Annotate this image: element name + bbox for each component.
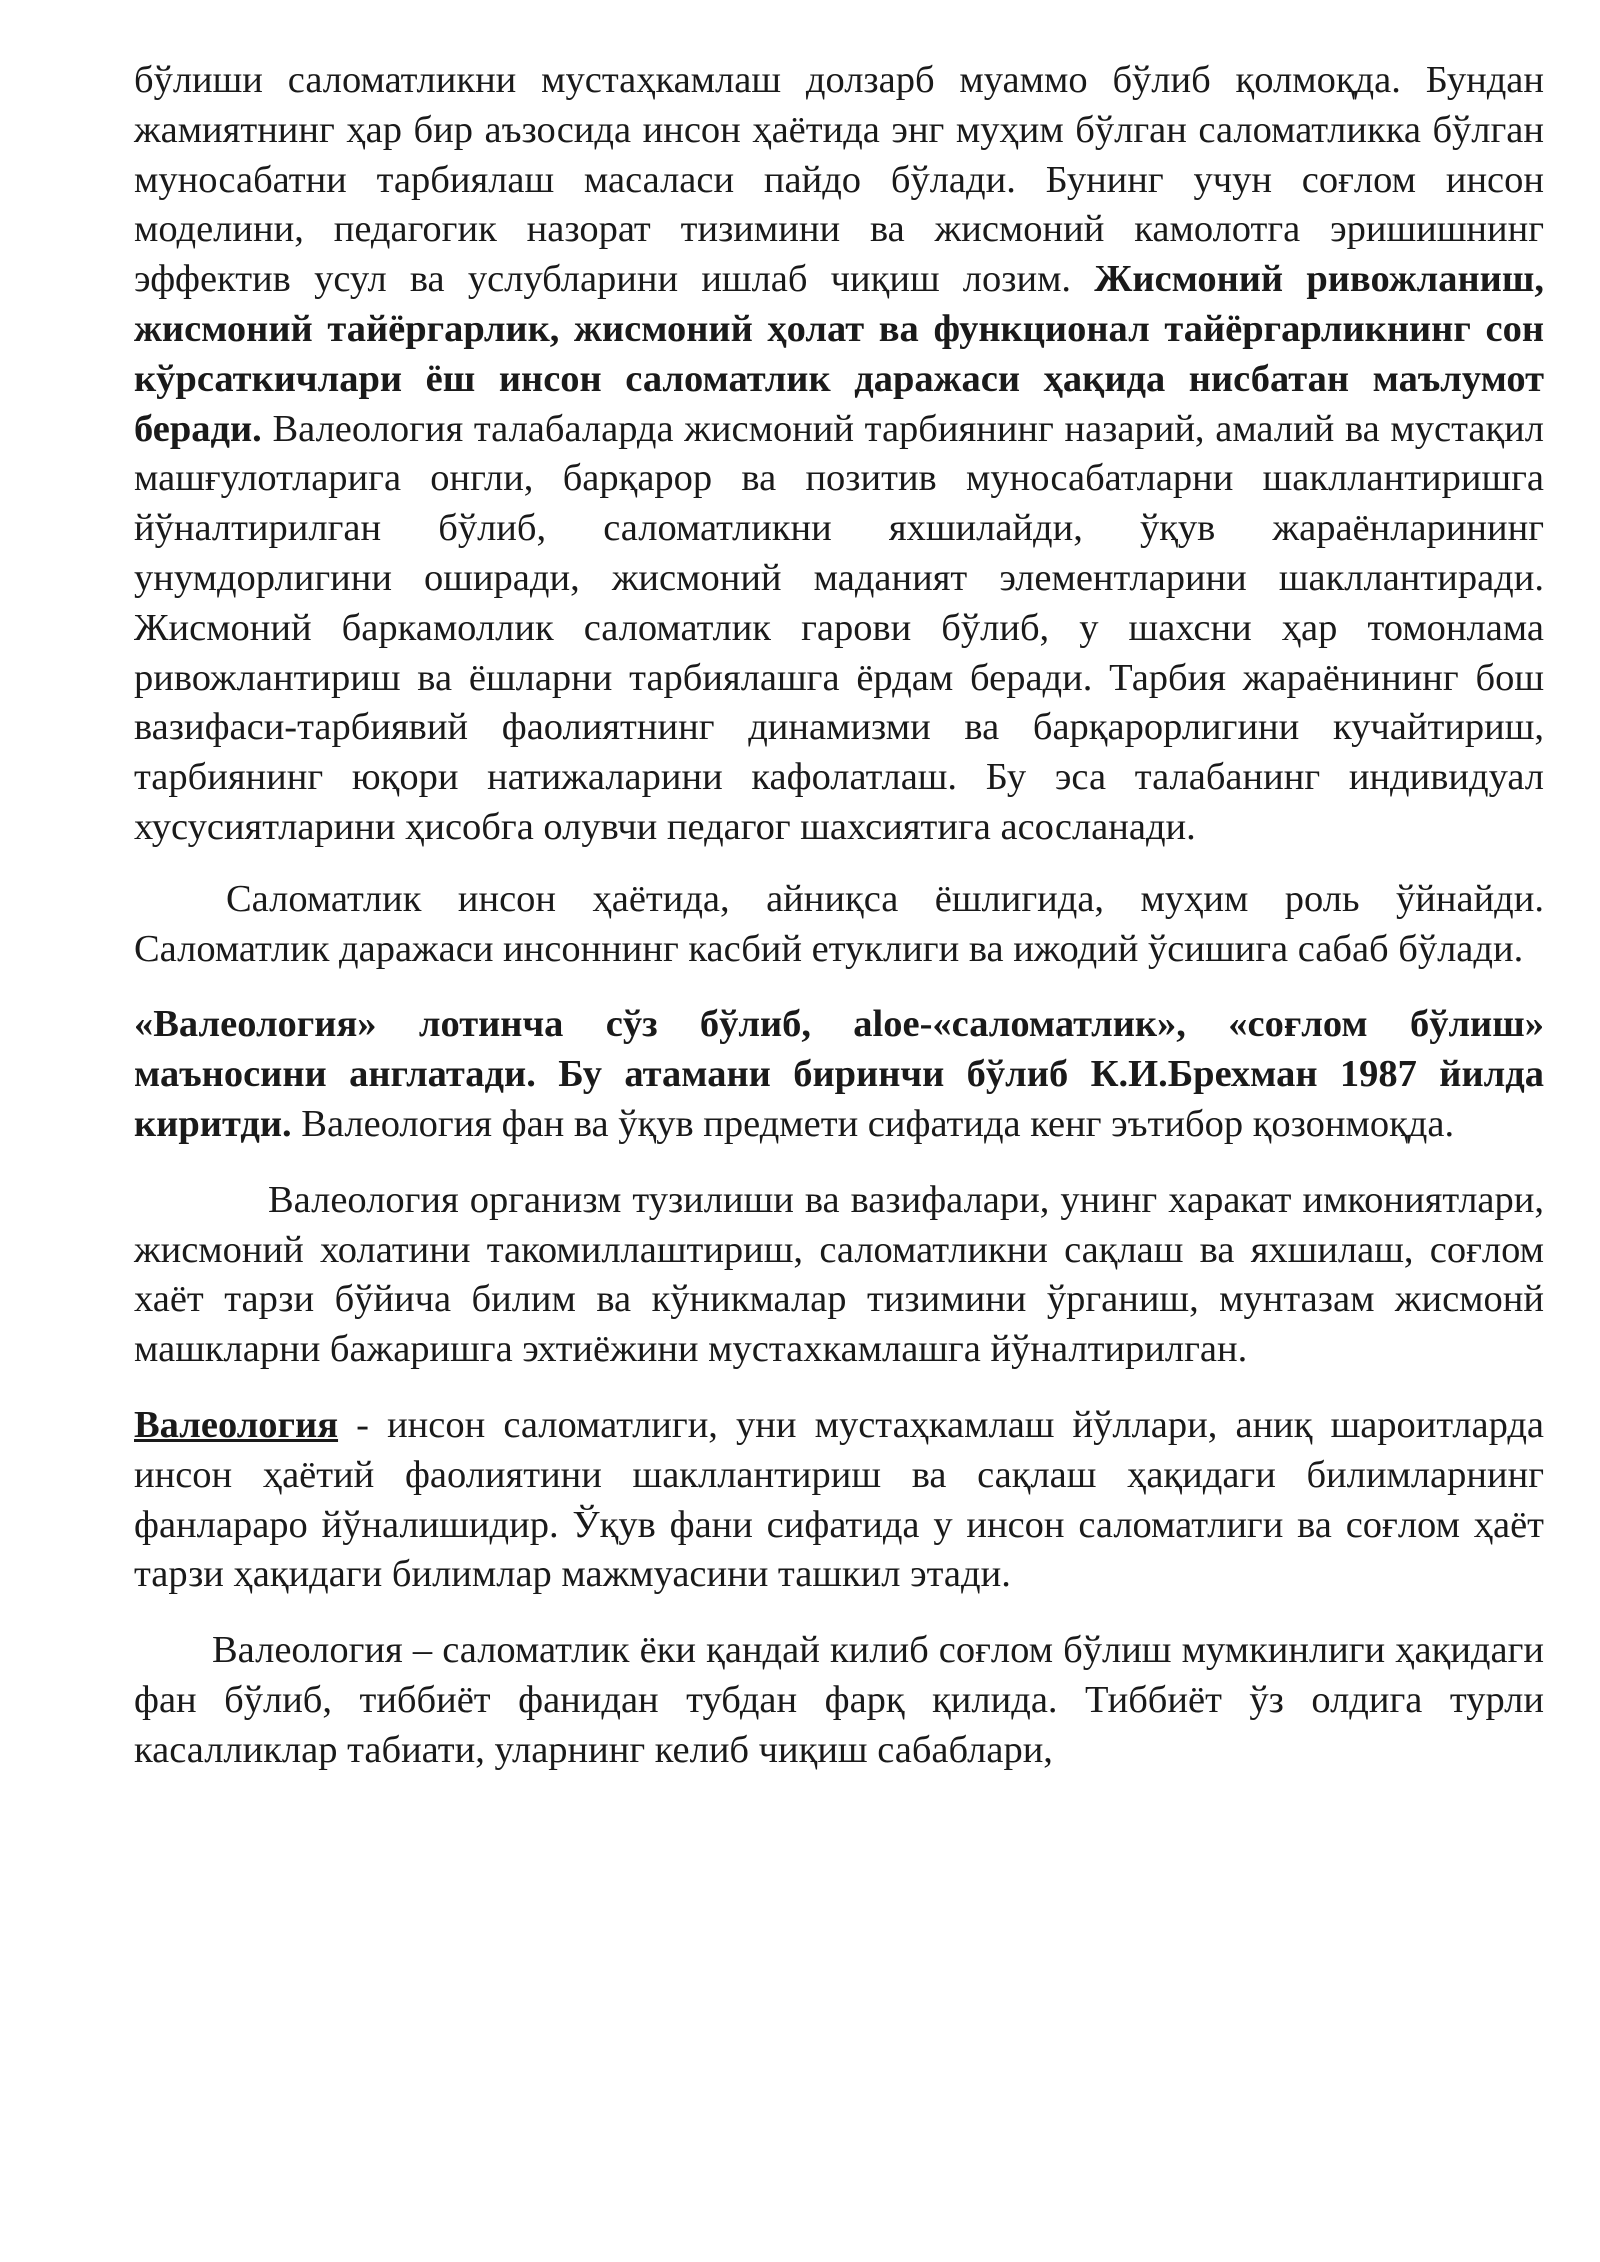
paragraph-5-continuation: - инсон саломатлиги, уни мустаҳкамлаш йўллари, аниқ шароитларда инсон ҳаётий фаолиятини шакллантириш ва сақлаш ҳақидаги билимларнинг фанлараро йўналишидир. Ўқув фани сифатида у инсон саломатлиги ва соғлом ҳаёт тарзи ҳақидаги билимлар мажмуасини ташкил этади. — [134, 1403, 1544, 1596]
paragraph-1-continuation: Валеология талабаларда жисмоний тарбиянинг назарий, амалий ва мустақил машғулотларига онгли, барқарор ва позитив муносабатларни шакллантиришга йўналтирилган бўлиб, саломатликни яхшилайди, ўқув жараёнларининг унумдорлигини оширади, жисмоний маданият элементларини шакллантиради. Жисмоний баркамоллик саломатлик гарови бўлиб, у шахсни ҳар томонлама ривожлантириш ва ёшларни тарбиялашга ёрдам беради. Тарбия жараёнининг бош вазифаси-тарбиявий фаолиятнинг динамизми ва барқарорлигини кучайтириш, тарбиянинг юқори натижаларини кафолатлаш. Бу эса талабанинг индивидуал хусусиятларини ҳисобга олувчи педагог шахсиятига асосланади. — [134, 407, 1544, 848]
paragraph-4: Валеология организм тузилиши ва вазифалари, унинг харакат имкониятлари, жисмоний холатини такомиллаштириш, саломатликни сақлаш ва яхшилаш, соғлом хаёт тарзи бўйича билим ва кўникмалар тизимини ўрганиш, мунтазам жисмонй машкларни бажаришга эхтиёжини мустахкамлашга йўналтирилган. — [134, 1178, 1544, 1371]
paragraph-5 — [134, 1401, 1544, 1600]
paragraph-3 — [134, 1000, 1544, 1149]
paragraph-1 — [134, 56, 1544, 853]
document-body — [134, 56, 1544, 1776]
paragraph-1-bold-text: Жисмоний ривожланиш, жисмоний тайёргарлик, жисмоний ҳолат ва функционал тайёргарликнинг сон кўрсаткичлари ёш инсон саломатлик даражаси ҳақида нисбатан маълумот беради. — [134, 258, 1544, 450]
paragraph-6: Валеология – саломатлик ёки қандай килиб соғлом бўлиш мумкинлиги ҳақидаги фан бўлиб, тиббиёт фанидан тубдан фарқ қилида. Тиббиёт ўз олдига турли касалликлар табиати, уларнинг келиб чиқиш сабаблари, — [134, 1629, 1544, 1771]
paragraph-3-continuation: Валеология фан ва ўқув предмети сифатида кенг эътибор қозонмоқда. — [291, 1102, 1455, 1145]
valeology-term: Валеология — [134, 1403, 339, 1446]
paragraph-2: Саломатлик инсон ҳаётида, айниқса ёшлигида, муҳим роль ўйнайди. Саломатлик даражаси инсоннинг касбий етуклиги ва ижодий ўсишига сабаб бўлади. — [134, 877, 1544, 970]
paragraph-1-text: бўлиши саломатликни мустаҳкамлаш долзарб муаммо бўлиб қолмоқда. Бундан жамиятнинг ҳар бир аъзосида инсон ҳаётида энг муҳим бўлган саломатликка бўлган муносабатни тарбиялаш масаласи пайдо бўлади. Бунинг учун соғлом инсон моделини, педагогик назорат тизимини ва жисмоний камолотга эришишнинг эффектив усул ва услубларини ишлаб чиқиш лозим. — [134, 59, 1544, 301]
paragraph-3-bold-text: «Валеология» лотинча сўз бўлиб, aloe-«саломатлик», «соғлом бўлиш» маъносини англатади. Бу атамани биринчи бўлиб К.И.Брехман 1987 йилда киритди. — [134, 1003, 1544, 1145]
